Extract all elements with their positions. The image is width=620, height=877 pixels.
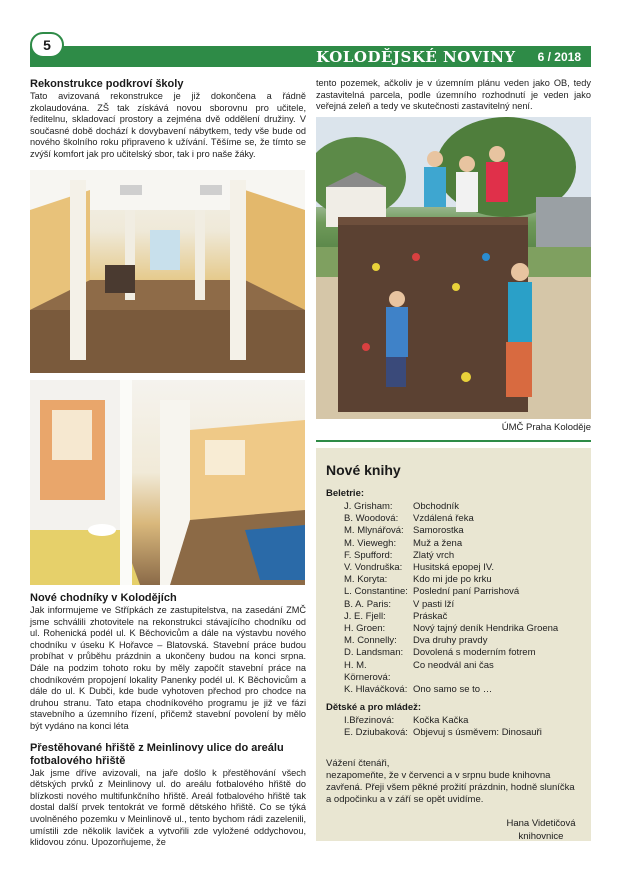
book-row <box>326 660 581 684</box>
fiction-label: Beletrie: <box>326 488 365 499</box>
header-bar <box>30 46 591 67</box>
kids-label: Dětské a pro mládež: <box>326 702 422 714</box>
book-author: B. A. Paris: <box>344 598 391 610</box>
book-title: Vzdálená řeka <box>413 513 474 525</box>
book-author: L. Constantine: <box>344 586 408 598</box>
book-title: Nový tajný deník Hendrika Groena <box>413 623 559 635</box>
book-title: Obchodník <box>413 501 459 512</box>
book-title: Kdo mi jde po krku <box>413 574 492 586</box>
article-text: Jak informujeme ve Střípkách ze zastupitelstva, na zasedání ZMČ jsme schválili zhotovitele na rekonstrukci stávajícího chodníku od ul. Rohenická podél ul. K Běchovicům a dále na výstavbu nového chodníku v úseku K Hořavce – Blatovská. Stavební práce budou probíhat v průběhu prázdnin a ukončeny budou na konci srpna. Dále na podzim tohoto roku by měly započít stavební práce na chodníkovém propojení lokality Panenky podél ul. K Běchovicům a dále do ul. K Dubči, kde bude vyhotoven přechod pro chodce na druhou stranu. Tato etapa chodníkového programu je již ve fázi stavebního a územního řízení, přičemž stavební povolení by mělo být vydáno na konci léta <box>30 605 306 731</box>
book-title: Muž a žena <box>413 537 463 549</box>
photo-corridor-illustration <box>30 380 305 585</box>
photo-climbing-wall-illustration <box>316 117 591 419</box>
books-title: Nové knihy <box>326 462 401 478</box>
article-title: Nové chodníky v Kolodějích <box>30 592 177 604</box>
book-author: M. Koryta: <box>344 574 388 586</box>
book-author: M. Connelly: <box>344 635 397 647</box>
article-school <box>30 78 306 161</box>
book-author: H. M. Körnerová: <box>344 659 391 683</box>
kids-list <box>326 715 581 739</box>
book-title: V pasti lží <box>413 598 455 610</box>
book-row <box>326 611 581 623</box>
signature-role: knihovnice <box>518 830 564 842</box>
book-row <box>326 550 581 562</box>
article-text: Tato avizovaná rekonstrukce je již dokončena a řádně zkolaudována. ZŠ tak získává novou sborovnu pro učitele, ředitelnu, skladovací prostory a zejména dvě oddělení družiny. V současné době dochází k dovybavení nábytkem, tedy vše bude od nového školního roku připraveno k užívání. Těšíme se, že tímto se zvýší komfort jak pro učitelský sbor, tak i pro naše žáky. <box>30 91 306 159</box>
article-text-continued: tento pozemek, ačkoliv je v územním plánu veden jako OB, tedy zastavitelná parcela, podle územního rozhodnutí je veden jako veřejná zeleň a tedy ve skutečnosti zastavitelný není. <box>316 78 591 112</box>
book-title: Objevuj s úsměvem: Dinosauři <box>413 727 542 739</box>
library-notice: Vážení čtenáři, nezapomeňte, že v červenci a v srpnu bude knihovna zavřená. Přeji všem pěkné prožití prázdnin, hodně sluníčka a odpočinku a v září se opět uvidíme. <box>326 757 575 806</box>
book-title: Zlatý vrch <box>413 549 455 561</box>
book-title: Co neodvál ani čas <box>413 659 494 671</box>
book-title: Samorostka <box>413 525 464 537</box>
book-row <box>326 647 581 659</box>
book-author: V. Vondruška: <box>344 562 403 574</box>
article-title-playground: Přestěhované hřiště z Meinlinovy ulice do areálu fotbalového hřiště <box>30 741 284 767</box>
book-author: F. Spufford: <box>344 549 393 561</box>
book-title: Kočka Kačka <box>413 715 469 727</box>
book-row <box>326 574 581 586</box>
photo-attic-room-illustration <box>30 170 305 373</box>
book-title: Práskač <box>413 610 448 622</box>
masthead: KOLODĚJSKÉ NOVINY <box>316 47 516 66</box>
book-author: H. Groen: <box>344 623 386 635</box>
book-row <box>326 513 581 525</box>
book-row <box>326 501 581 513</box>
book-author: D. Landsman: <box>344 647 404 659</box>
page-number: 5 <box>30 32 64 58</box>
book-row <box>326 525 581 537</box>
book-row <box>326 727 581 739</box>
book-author: M. Viewegh: <box>344 537 397 549</box>
book-title: Ono samo se to … <box>413 684 493 696</box>
article-playground-continued <box>316 78 591 113</box>
issue-number: 6 / 2018 <box>537 49 581 64</box>
book-row <box>326 715 581 727</box>
book-title: Dovolená s moderním fotrem <box>413 647 536 659</box>
article-sidewalks <box>30 592 306 849</box>
book-title: Husitská epopej IV. <box>413 562 494 574</box>
book-author: J. Grisham: <box>344 501 393 512</box>
book-author: M. Mlynářová: <box>344 525 404 537</box>
new-books-box <box>316 448 591 841</box>
photo-climbing-wall <box>316 117 591 419</box>
photo-caption: ÚMČ Praha Koloděje <box>501 422 591 433</box>
book-author: I.Březinová: <box>344 715 395 727</box>
section-divider <box>316 440 591 442</box>
book-author: J. E. Fjell: <box>344 610 386 622</box>
book-row <box>326 586 581 598</box>
book-title: Dva druhy pravdy <box>413 635 488 647</box>
article-text-playground: Jak jsme dříve avizovali, na jaře došlo k přestěhování všech dětských prvků z Meinlinovy ul. do areálu fotbalového hřiště do blízkosti nového multifunkčního hřiště. Areál fotbalového hřiště tak dostal další prvek tentokrát ve formě dětského hřiště. Co se týká uvolněného pozemku v Meinlinově ul., tento bychom rádi zazelenili, umístili zde několik laviček a vytvořili zde vyložené oddychovou, klidovou zónu. Upozorňujeme, že <box>30 767 306 848</box>
book-row <box>326 684 581 696</box>
book-title: Poslední paní Parrishová <box>413 586 520 598</box>
book-row <box>326 538 581 550</box>
article-title: Rekonstrukce podkroví školy <box>30 78 184 90</box>
book-author: K. Hlaváčková: <box>344 684 408 696</box>
book-author: E. Dziubaková: <box>344 727 408 739</box>
fiction-list <box>326 501 581 696</box>
book-row <box>326 562 581 574</box>
book-row <box>326 623 581 635</box>
signature-name: Hana Videtičová <box>506 818 576 830</box>
photo-attic-room <box>30 170 305 373</box>
book-row <box>326 635 581 647</box>
book-row <box>326 599 581 611</box>
photo-corridor <box>30 380 305 585</box>
book-author: B. Woodová: <box>344 513 399 525</box>
